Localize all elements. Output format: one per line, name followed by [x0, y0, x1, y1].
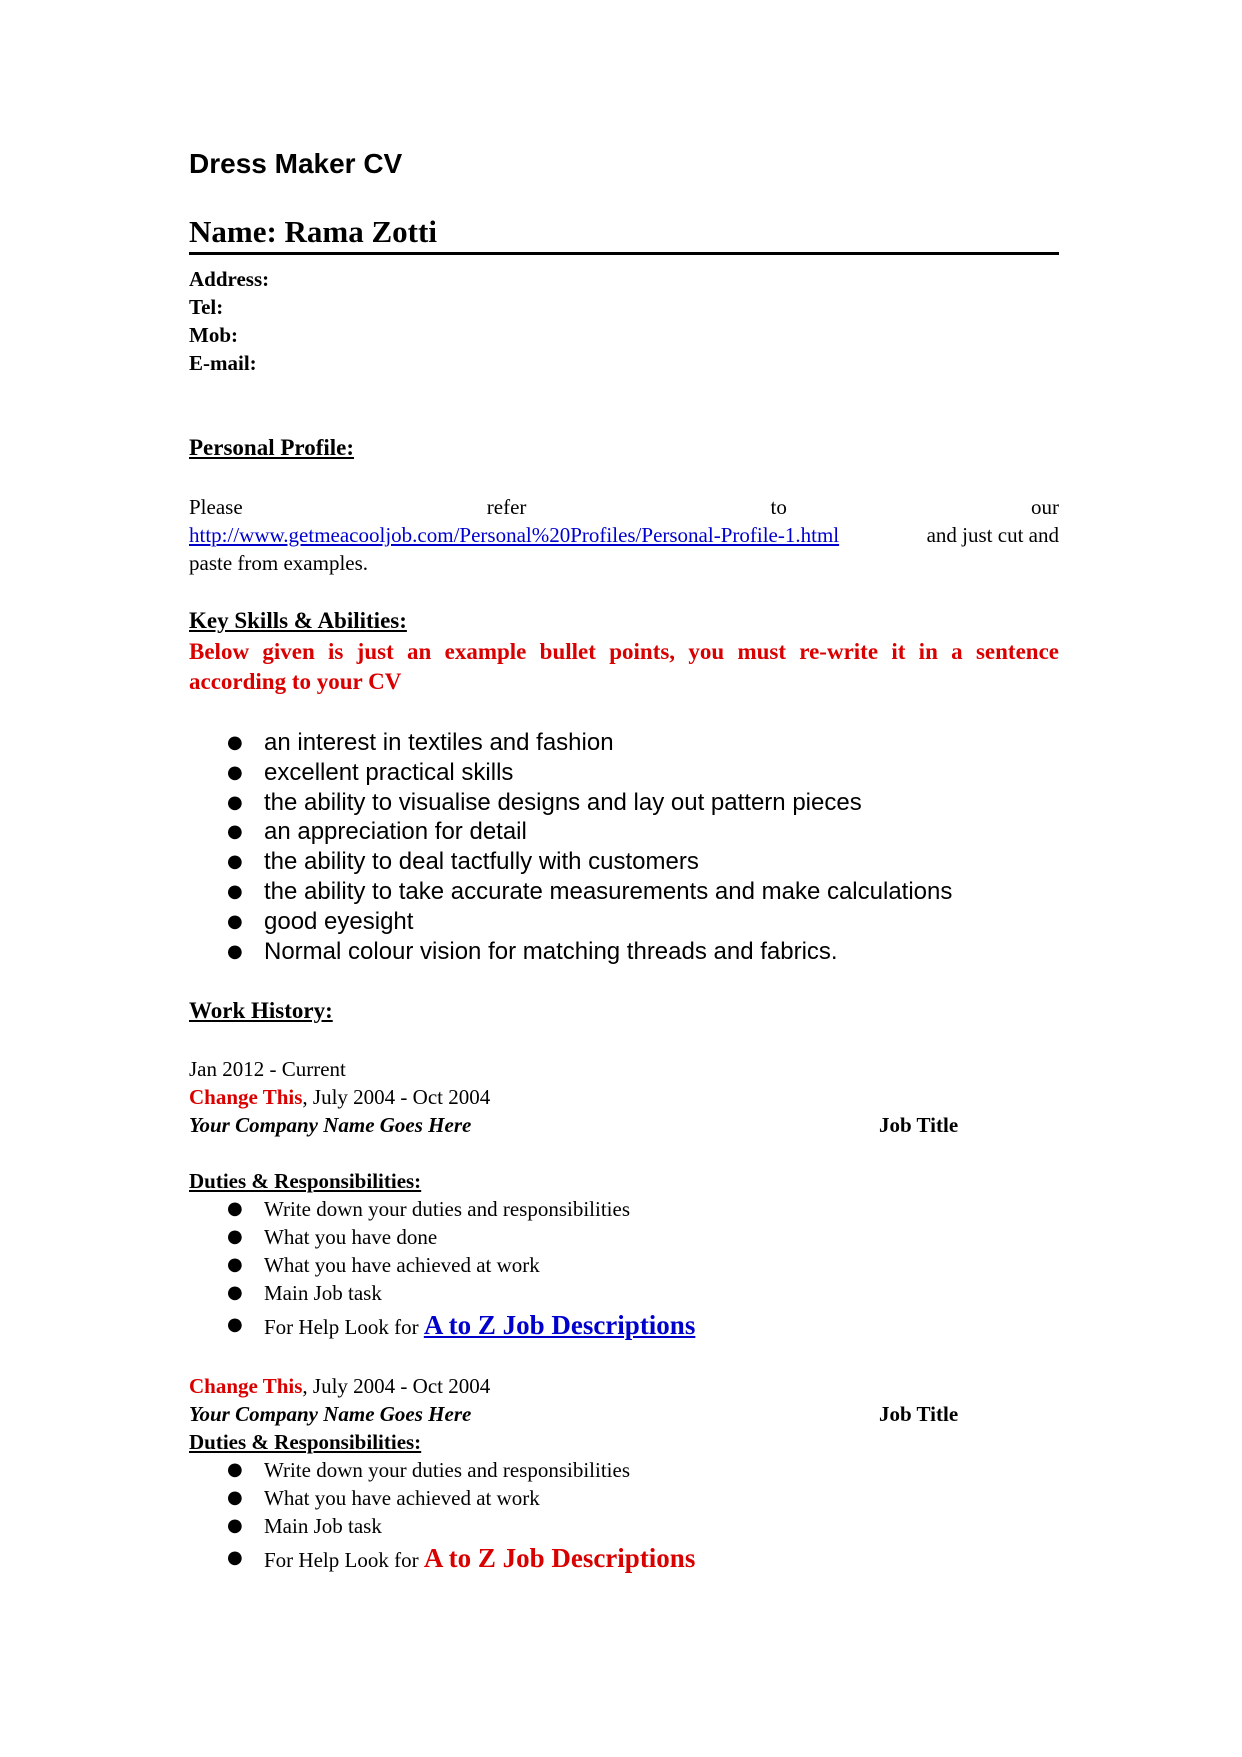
list-item: ● What you have achieved at work: [227, 1253, 540, 1277]
note-line-1: Below given is just an example bullet points, you must re-write it in a sentence: [189, 639, 1059, 664]
job-period-row: [189, 1083, 1059, 1111]
personal-profile-text: [189, 493, 1059, 577]
bullet-icon: ●: [227, 1547, 243, 1568]
bullet-icon: ●: [227, 1314, 243, 1335]
current-period: Jan 2012 - Current: [189, 1057, 346, 1081]
bullet-icon: ●: [227, 880, 243, 902]
company-row: [189, 1400, 1059, 1428]
change-this-label: Change This: [189, 1374, 303, 1398]
list-item: ● the ability to visualise designs and lay out pattern pieces: [227, 788, 862, 816]
list-item: ● Write down your duties and responsibilities: [227, 1458, 631, 1482]
bullet-icon: ●: [227, 910, 243, 932]
profile-line-1: [189, 493, 1059, 521]
company-row: [189, 1111, 1059, 1139]
list-item: ● the ability to deal tactfully with customers: [227, 848, 699, 876]
duties-heading: Duties & Responsibilities:: [189, 1430, 422, 1454]
bullet-icon: ●: [227, 1254, 243, 1275]
profile-line-2: [189, 521, 1059, 549]
contact-block: [189, 265, 269, 377]
key-skills-note: [189, 637, 1059, 697]
profile-word: our: [1031, 495, 1059, 519]
bullet-icon: ●: [227, 1198, 243, 1219]
bullet-icon: ●: [227, 821, 243, 843]
list-item: ● Main Job task: [227, 1514, 382, 1538]
job-period-row: [189, 1372, 1059, 1400]
duties-heading: Duties & Responsibilities:: [189, 1169, 422, 1193]
list-item: ● Main Job task: [227, 1281, 382, 1305]
list-item: ● What you have achieved at work: [227, 1486, 540, 1510]
bullet-icon: ●: [227, 1515, 243, 1536]
bullet-icon: ●: [227, 1282, 243, 1303]
job-title: Job Title: [879, 1402, 959, 1426]
work-history-heading: Work History:: [189, 998, 333, 1023]
job-entry-1: [189, 1055, 1059, 1343]
personal-profile-heading: Personal Profile:: [189, 435, 354, 460]
mob-label: Mob:: [189, 323, 238, 347]
company-name: Your Company Name Goes Here: [189, 1113, 472, 1137]
skills-list: [189, 728, 952, 966]
bullet-icon: ●: [227, 761, 243, 783]
list-item: ● Normal colour vision for matching threads and fabrics.: [227, 937, 838, 965]
list-item: ● an appreciation for detail: [227, 818, 527, 846]
list-item: [189, 1307, 1059, 1343]
key-skills-heading: Key Skills & Abilities:: [189, 608, 407, 633]
profile-word: to: [770, 495, 787, 519]
job-period: , July 2004 - Oct 2004: [302, 1374, 491, 1398]
tel-label: Tel:: [189, 295, 224, 319]
email-label: E-mail:: [189, 351, 257, 375]
document-title: Dress Maker CV: [189, 148, 403, 179]
bullet-icon: ●: [227, 1459, 243, 1480]
note-line-2: according to your CV: [189, 669, 402, 694]
candidate-name: Name: Rama Zotti: [189, 216, 1059, 255]
job-period: , July 2004 - Oct 2004: [302, 1085, 491, 1109]
job-descriptions-link[interactable]: A to Z Job Descriptions: [423, 1310, 696, 1340]
list-item: ● excellent practical skills: [227, 758, 514, 786]
help-prefix: For Help Look for: [264, 1315, 424, 1339]
list-item: ● the ability to take accurate measurements and make calculations: [227, 877, 953, 905]
list-item: ● an interest in textiles and fashion: [227, 729, 614, 756]
profile-word: refer: [486, 495, 527, 519]
bullet-icon: ●: [227, 732, 243, 753]
job-descriptions-link[interactable]: A to Z Job Descriptions: [423, 1543, 696, 1573]
job-entry-2: [189, 1372, 1059, 1576]
profile-line-3: paste from examples.: [189, 551, 369, 575]
bullet-icon: ●: [227, 791, 243, 813]
company-name: Your Company Name Goes Here: [189, 1402, 472, 1426]
bullet-icon: ●: [227, 1226, 243, 1247]
duties-list: [189, 1195, 1059, 1343]
address-label: Address:: [189, 267, 270, 291]
profile-word: Please: [189, 495, 243, 519]
spacer: [189, 1139, 1059, 1167]
list-item: [189, 1540, 1059, 1576]
bullet-icon: ●: [227, 1487, 243, 1508]
duties-list: [189, 1456, 1059, 1576]
list-item: ● Write down your duties and responsibilities: [227, 1197, 631, 1221]
list-item: ● What you have done: [227, 1225, 438, 1249]
profile-examples-link[interactable]: http://www.getmeacooljob.com/Personal%20Profiles/Personal-Profile-1.html: [189, 523, 840, 547]
help-prefix: For Help Look for: [264, 1548, 424, 1572]
change-this-label: Change This: [189, 1085, 303, 1109]
profile-after-link: and just cut and: [921, 523, 1059, 547]
bullet-icon: ●: [227, 851, 243, 873]
list-item: ● good eyesight: [227, 907, 414, 935]
bullet-icon: ●: [227, 940, 243, 962]
job-title: Job Title: [879, 1113, 959, 1137]
